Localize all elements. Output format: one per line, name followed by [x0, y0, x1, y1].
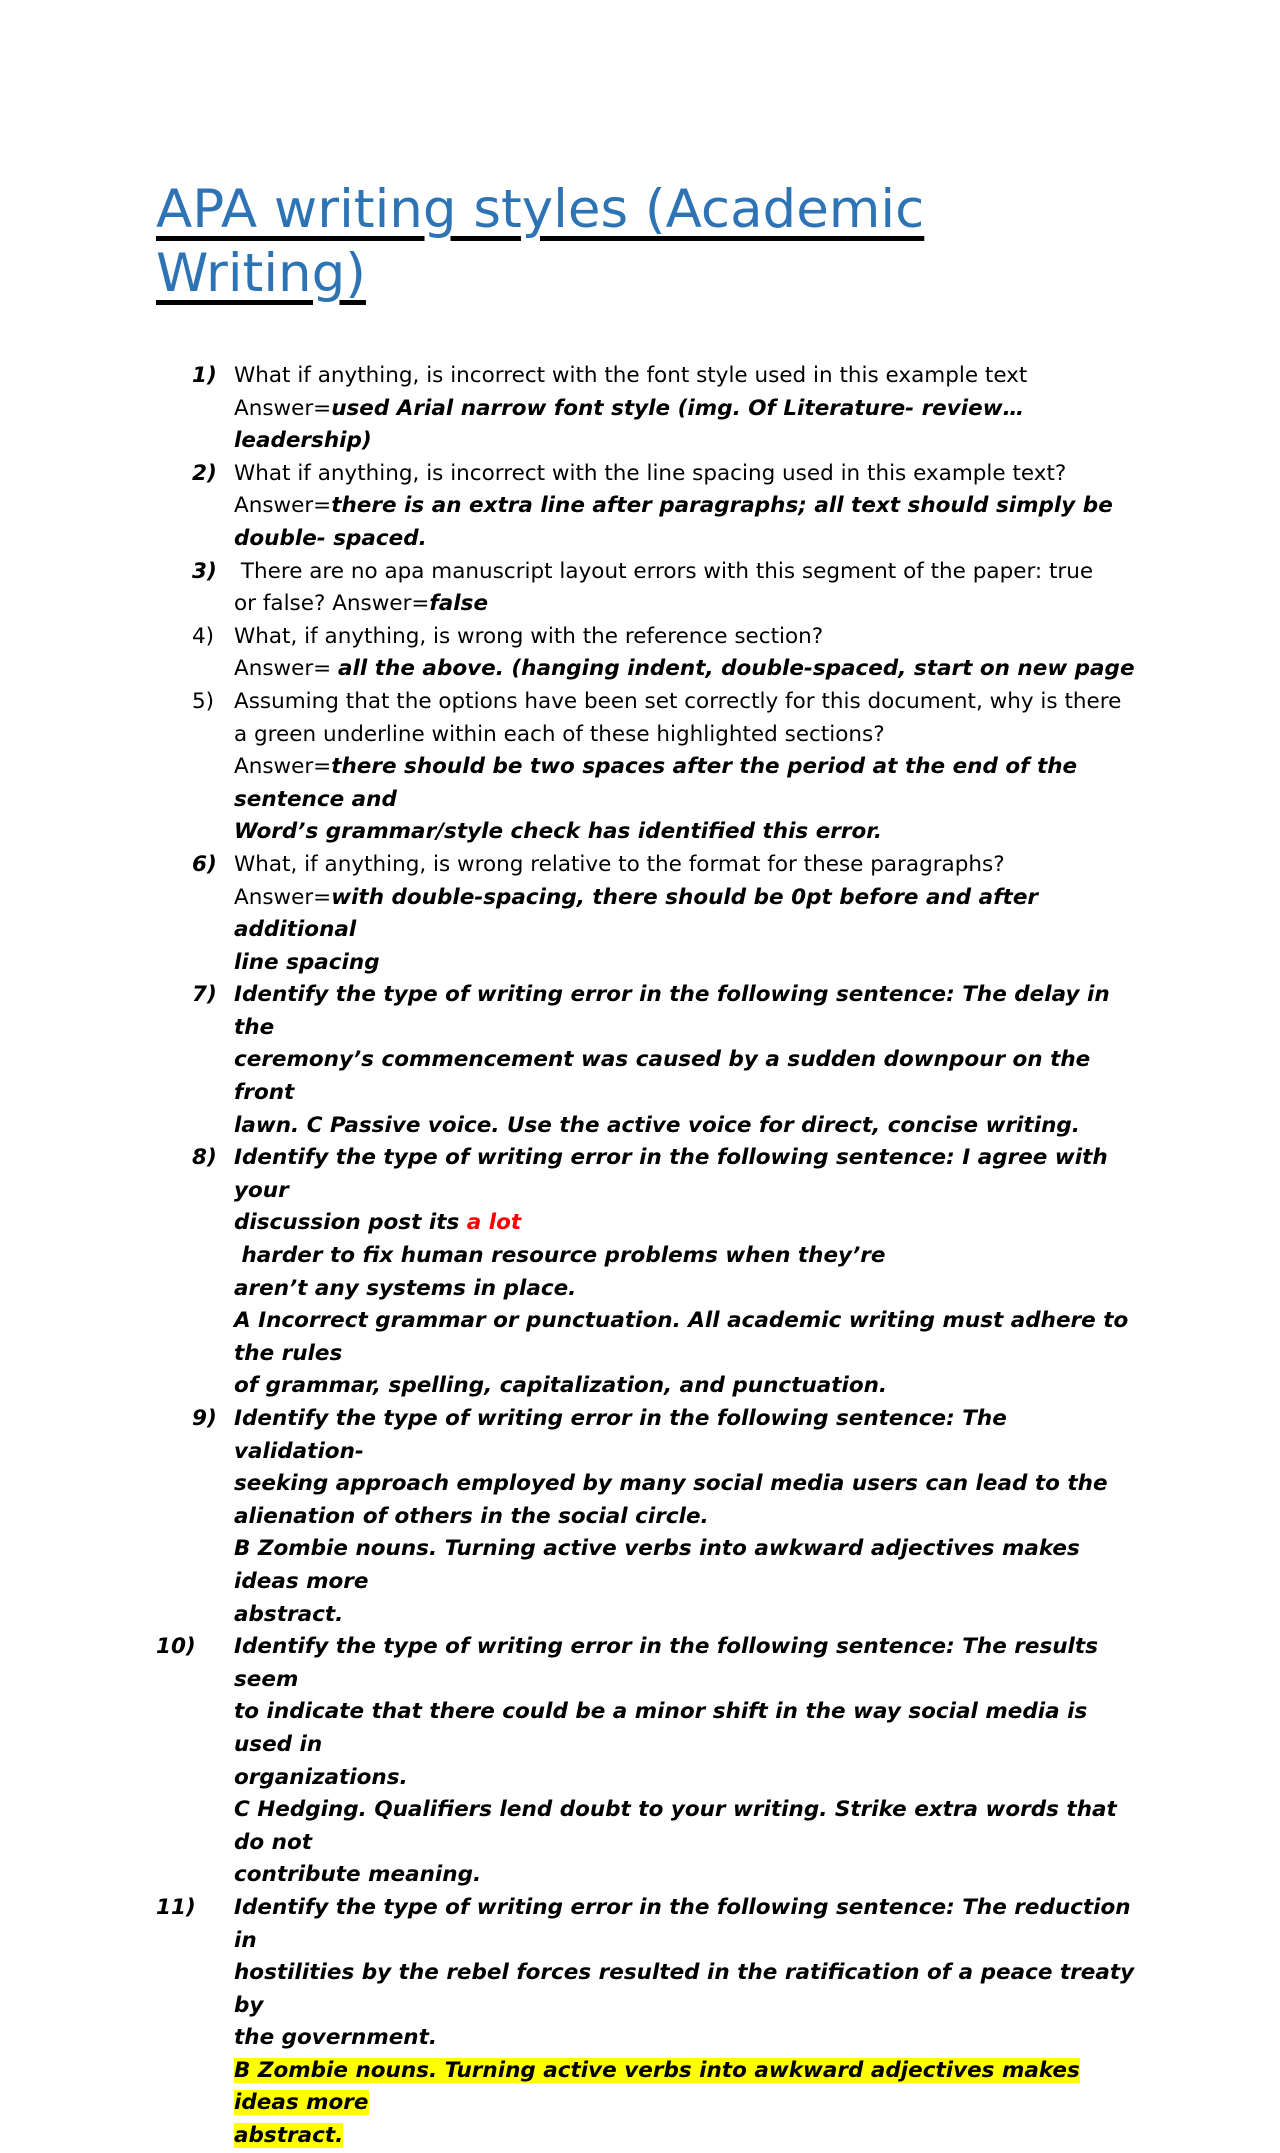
answer-line [234, 490, 1136, 523]
question-text: Assuming that the options have been set correctly for this document, why is there [234, 688, 1122, 714]
answer-line [234, 751, 1136, 816]
answer-prefix: Answer= [234, 884, 332, 910]
answer-text: false [429, 591, 489, 617]
question-text-continued: or false? Answer= [234, 591, 430, 617]
question-number: 3) [192, 558, 217, 584]
page-title [156, 178, 1036, 306]
answer-line: of grammar, spelling, capitalization, and punctuation. [234, 1373, 888, 1399]
answer-line-highlighted [234, 2055, 1136, 2120]
answer-text-continued: leadership) [234, 428, 372, 454]
answer-text: there is an extra line after paragraphs; all text should simply be [331, 493, 1113, 519]
question-number: 9) [192, 1406, 217, 1431]
question-line: organizations. [234, 1764, 408, 1790]
question-line: seeking approach employed by many social media users can lead to the [234, 1471, 1108, 1497]
question-number: 8) [192, 1145, 217, 1171]
answer-prefix: Answer= [234, 754, 332, 780]
question-number: 2) [192, 460, 217, 486]
question-item-2 [156, 458, 1136, 556]
question-text: What, if anything, is wrong relative to the format for these paragraphs? [234, 851, 1005, 877]
title-line-2: Writing) [156, 243, 366, 304]
question-line [234, 1207, 1136, 1272]
answer-text: used Arial narrow font style (img. Of Literature- review… [331, 395, 1025, 421]
answer-line [234, 653, 1136, 686]
question-item-5 [156, 686, 1136, 849]
highlighted-answer: abstract. [234, 2123, 344, 2149]
question-line: lawn. C Passive voice. Use the active voice for direct, concise writing. [234, 1112, 1080, 1138]
question-number: 6) [192, 851, 217, 877]
question-item-11 [156, 1892, 1136, 2153]
answer-text: all the above. (hanging indent, double-spaced, start on new page [338, 656, 1135, 682]
question-line: hostilities by the rebel forces resulted in the ratification of a peace treaty by [234, 1960, 1135, 2018]
answer-line: B Zombie nouns. Turning active verbs into awkward adjectives makes ideas more [234, 1536, 1080, 1594]
answer-text-continued: line spacing [234, 949, 380, 975]
question-text: What if anything, is incorrect with the font style used in this example text [234, 363, 1028, 388]
answer-text-continued: double- spaced. [234, 525, 427, 551]
answer-prefix: Answer= [234, 656, 339, 682]
question-text: What if anything, is incorrect with the line spacing used in this example text? [234, 460, 1067, 486]
question-line: Identify the type of writing error in the following sentence: The delay in the [234, 982, 1110, 1040]
question-line: aren’t any systems in place. [234, 1275, 577, 1301]
answer-line: C Hedging. Qualifiers lend doubt to your writing. Strike extra words that do not [234, 1797, 1117, 1855]
question-line: alienation of others in the social circle. [234, 1503, 709, 1529]
question-number: 10) [156, 1634, 196, 1660]
question-line: Identify the type of writing error in the following sentence: I agree with your [234, 1145, 1108, 1203]
question-text: What, if anything, is wrong with the reference section? [234, 623, 824, 649]
question-item-3 [156, 556, 1136, 621]
question-item-8 [156, 1142, 1136, 1403]
question-item-4 [156, 621, 1136, 686]
answer-line: contribute meaning. [234, 1862, 482, 1888]
question-item-9 [156, 1403, 1136, 1631]
answer-line [234, 882, 1136, 947]
answer-line [234, 588, 1136, 621]
answer-line-highlighted [234, 2120, 1136, 2153]
question-line: ceremony’s commencement was caused by a sudden downpour on the front [234, 1047, 1091, 1106]
question-text-continued: a green underline within each of these highlighted sections? [234, 721, 885, 747]
question-number: 4) [192, 623, 215, 649]
question-text: There are no apa manuscript layout errors with this segment of the paper: true [234, 558, 1094, 584]
question-line-part: discussion post its [234, 1210, 467, 1236]
question-line-part: harder to fix human resource problems when they’re [234, 1243, 886, 1269]
question-number: 1) [192, 363, 217, 388]
question-item-7 [156, 979, 1136, 1142]
question-number: 11) [156, 1894, 196, 1920]
answer-text: there should be two spaces after the period at the end of the sentence and [234, 754, 1078, 812]
question-number: 5) [192, 688, 215, 714]
question-list [156, 360, 1136, 2153]
question-line: the government. [234, 2025, 438, 2051]
question-item-10 [156, 1631, 1136, 1892]
answer-prefix: Answer= [234, 395, 332, 421]
question-line: to indicate that there could be a minor shift in the way social media is used in [234, 1699, 1088, 1757]
red-flagged-phrase: a lot [466, 1210, 522, 1236]
answer-line [234, 393, 1136, 426]
question-line: Identify the type of writing error in the following sentence: The validation- [234, 1406, 1007, 1464]
title-line-1: APA writing styles (Academic [156, 179, 925, 240]
answer-text-continued: Word’s grammar/style check has identified this error. [234, 819, 882, 845]
question-item-6 [156, 849, 1136, 979]
highlighted-answer: B Zombie nouns. Turning active verbs into awkward adjectives makes ideas more [234, 2057, 1080, 2116]
question-line: Identify the type of writing error in the following sentence: The reduction in [234, 1894, 1131, 1953]
answer-line: abstract. [234, 1601, 344, 1627]
question-item-1 [156, 360, 1136, 458]
question-number: 7) [192, 982, 217, 1008]
answer-text: with double-spacing, there should be 0pt before and after additional [234, 884, 1039, 943]
answer-line: A Incorrect grammar or punctuation. All academic writing must adhere to the rules [234, 1308, 1129, 1366]
question-line: Identify the type of writing error in the following sentence: The results seem [234, 1634, 1098, 1692]
answer-prefix: Answer= [234, 493, 332, 519]
